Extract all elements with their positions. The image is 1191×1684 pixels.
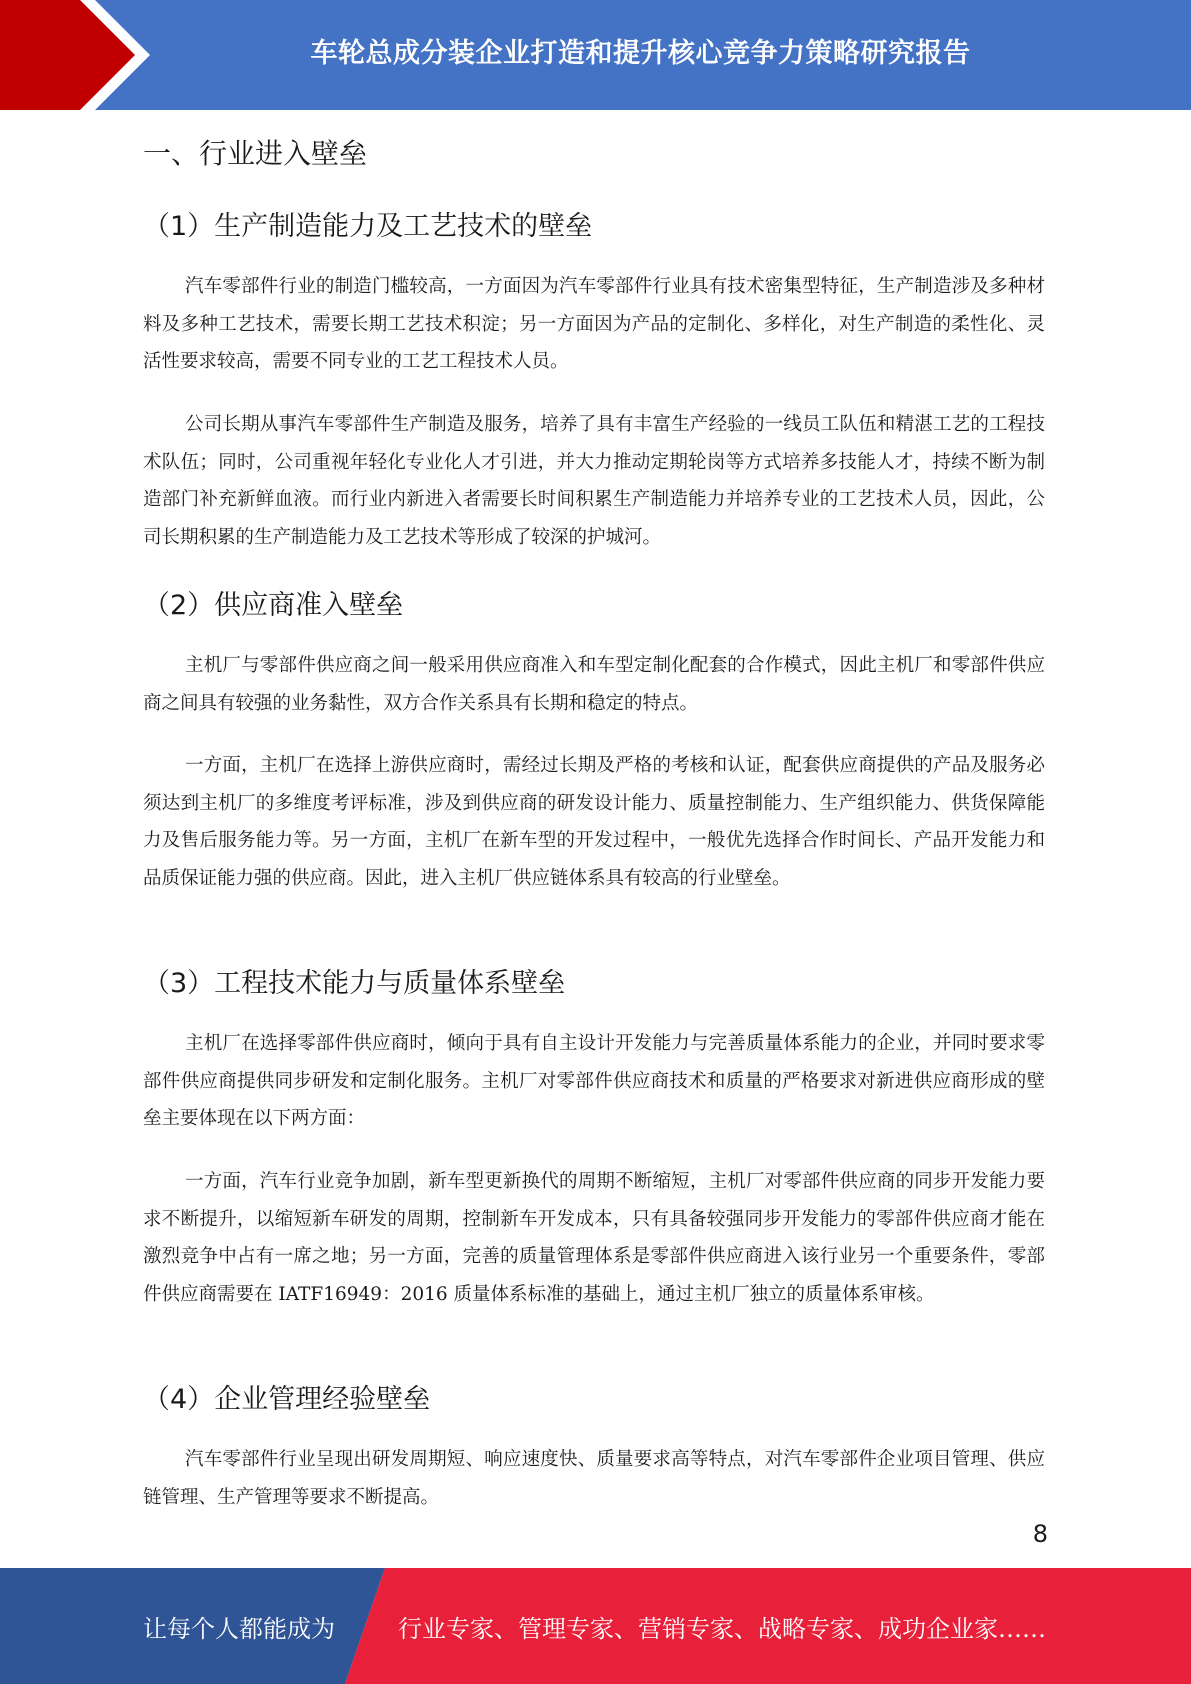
paragraph: 公司长期从事汽车零部件生产制造及服务，培养了具有丰富生产经验的一线员工队伍和精湛工艺的工程技术队伍；同时，公司重视年轻化专业化人才引进，并大力推动定期轮岗等方式培养多技能人才，持续不断为制造部门补充新鲜血液。而行业内新进入者需要长时间积累生产制造能力并培养专业的工艺技术人员，因此，公司长期积累的生产制造能力及工艺技术等形成了较深的护城河。 [143, 414, 1045, 548]
footer-slogan-left: 让每个人都能成为 [143, 1614, 335, 1643]
subsection-heading-1: （1）生产制造能力及工艺技术的壁垒 [143, 211, 593, 242]
paragraph: 汽车零部件行业呈现出研发周期短、响应速度快、质量要求高等特点，对汽车零部件企业项目管理、供应链管理、生产管理等要求不断提高。 [143, 1449, 1045, 1508]
subsection-heading-2: （2）供应商准入壁垒 [143, 590, 404, 621]
report-title: 车轮总成分装企业打造和提升核心竞争力策略研究报告 [310, 37, 971, 69]
page-header [0, 0, 1191, 110]
page-footer [0, 1568, 1191, 1684]
paragraph: 一方面，主机厂在选择上游供应商时，需经过长期及严格的考核和认证，配套供应商提供的产品及服务必须达到主机厂的多维度考评标准，涉及到供应商的研发设计能力、质量控制能力、生产组织能力、供货保障能力及售后服务能力等。另一方面，主机厂在新车型的开发过程中，一般优先选择合作时间长、产品开发能力和品质保证能力强的供应商。因此，进入主机厂供应链体系具有较高的行业壁垒。 [143, 755, 1045, 889]
subsection-heading-4: （4）企业管理经验壁垒 [143, 1384, 431, 1415]
paragraph: 汽车零部件行业的制造门槛较高，一方面因为汽车零部件行业具有技术密集型特征，生产制造涉及多种材料及多种工艺技术，需要长期工艺技术积淀；另一方面因为产品的定制化、多样化，对生产制造的柔性化、灵活性要求较高，需要不同专业的工艺工程技术人员。 [143, 276, 1045, 372]
paragraph: 一方面，汽车行业竞争加剧，新车型更新换代的周期不断缩短，主机厂对零部件供应商的同步开发能力要求不断提升，以缩短新车研发的周期，控制新车开发成本，只有具备较强同步开发能力的零部件供应商才能在激烈竞争中占有一席之地；另一方面，完善的质量管理体系是零部件供应商进入该行业另一个重要条件，零部件供应商需要在 IATF16949：2016 质量体系标准的基础上，通过主机厂独立的质量体系审核。 [143, 1171, 1045, 1305]
paragraph: 主机厂在选择零部件供应商时，倾向于具有自主设计开发能力与完善质量体系能力的企业，并同时要求零部件供应商提供同步研发和定制化服务。主机厂对零部件供应商技术和质量的严格要求对新进供应商形成的壁垒主要体现在以下两方面： [143, 1033, 1045, 1129]
page-number: 8 [1032, 1520, 1048, 1548]
subsection-heading-3: （3）工程技术能力与质量体系壁垒 [143, 968, 566, 999]
section-heading: 一、行业进入壁垒 [143, 137, 368, 170]
paragraph: 主机厂与零部件供应商之间一般采用供应商准入和车型定制化配套的合作模式，因此主机厂和零部件供应商之间具有较强的业务黏性，双方合作关系具有长期和稳定的特点。 [143, 655, 1045, 714]
footer-slogan-right: 行业专家、管理专家、营销专家、战略专家、成功企业家…… [398, 1614, 1046, 1643]
